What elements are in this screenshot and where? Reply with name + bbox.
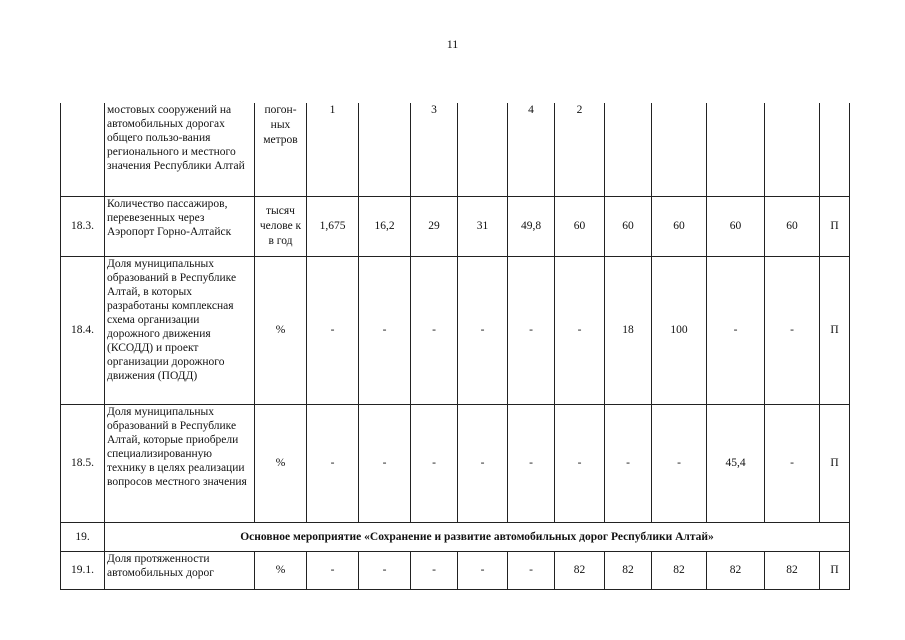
value-cell: - (605, 404, 652, 522)
value-cell (820, 103, 850, 196)
value-cell (707, 103, 765, 196)
value-cell: - (652, 404, 707, 522)
indicator-name: мостовых сооружений на автомобильных дорогах общего пользо-вания регионального и местного значения Республики Алтай (105, 103, 255, 196)
unit-cell: % (255, 551, 307, 589)
section-row (61, 522, 850, 551)
value-cell: 60 (555, 196, 605, 256)
value-cell: 60 (765, 196, 820, 256)
value-cell: 100 (652, 256, 707, 404)
value-cell: - (307, 256, 359, 404)
value-cell: 1,675 (307, 196, 359, 256)
value-cell: - (508, 256, 555, 404)
section-title: Основное мероприятие «Сохранение и развитие автомобильных дорог Республики Алтай» (105, 522, 850, 551)
value-cell: - (307, 551, 359, 589)
value-cell: - (458, 404, 508, 522)
value-cell: - (411, 551, 458, 589)
value-cell: - (707, 256, 765, 404)
value-cell: - (359, 551, 411, 589)
table-row (61, 196, 850, 256)
value-cell: 82 (707, 551, 765, 589)
value-cell: 82 (555, 551, 605, 589)
value-cell (652, 103, 707, 196)
value-cell: 4 (508, 103, 555, 196)
value-cell: - (508, 404, 555, 522)
value-cell: 82 (652, 551, 707, 589)
row-number: 18.5. (61, 404, 105, 522)
value-cell (458, 103, 508, 196)
value-cell: 45,4 (707, 404, 765, 522)
value-cell: 18 (605, 256, 652, 404)
table-row (61, 404, 850, 522)
value-cell: 31 (458, 196, 508, 256)
indicators-table (60, 103, 850, 590)
value-cell: 60 (707, 196, 765, 256)
section-number: 19. (61, 522, 105, 551)
value-cell: П (820, 256, 850, 404)
value-cell: - (411, 256, 458, 404)
unit-cell: % (255, 256, 307, 404)
indicator-name: Количество пассажиров, перевезенных через Аэропорт Горно-Алтайск (105, 196, 255, 256)
value-cell: - (765, 256, 820, 404)
value-cell: 3 (411, 103, 458, 196)
value-cell: 49,8 (508, 196, 555, 256)
row-number: 18.3. (61, 196, 105, 256)
value-cell: - (458, 256, 508, 404)
page-number: 11 (446, 37, 459, 51)
value-cell: - (307, 404, 359, 522)
value-cell (765, 103, 820, 196)
value-cell: П (820, 196, 850, 256)
value-cell: 60 (605, 196, 652, 256)
value-cell: П (820, 404, 850, 522)
indicator-name: Доля муниципальных образований в Республике Алтай, которые приобрели специализированную технику в целях реализации вопросов местного значения (105, 404, 255, 522)
unit-cell: % (255, 404, 307, 522)
value-cell: - (555, 256, 605, 404)
indicator-name: Доля муниципальных образований в Республике Алтай, в которых разработаны комплексная схема организации дорожного движения (КСОДД) и проект организации дорожного движения (ПОДД) (105, 256, 255, 404)
value-cell: - (359, 256, 411, 404)
value-cell: П (820, 551, 850, 589)
table-row (61, 256, 850, 404)
value-cell: 82 (765, 551, 820, 589)
value-cell: 29 (411, 196, 458, 256)
value-cell: - (458, 551, 508, 589)
value-cell (605, 103, 652, 196)
value-cell: 2 (555, 103, 605, 196)
value-cell: - (555, 404, 605, 522)
unit-cell: тысяч челове к в год (255, 196, 307, 256)
row-number: 19.1. (61, 551, 105, 589)
value-cell: 16,2 (359, 196, 411, 256)
value-cell: - (411, 404, 458, 522)
value-cell: 1 (307, 103, 359, 196)
row-number: 18.4. (61, 256, 105, 404)
value-cell: - (359, 404, 411, 522)
value-cell: 82 (605, 551, 652, 589)
value-cell: - (765, 404, 820, 522)
table-row (61, 551, 850, 589)
value-cell: 60 (652, 196, 707, 256)
table-row (61, 103, 850, 196)
row-number (61, 103, 105, 196)
indicator-name: Доля протяженности автомобильных дорог (105, 551, 255, 589)
value-cell (359, 103, 411, 196)
value-cell: - (508, 551, 555, 589)
unit-cell: погон-ных метров (255, 103, 307, 196)
